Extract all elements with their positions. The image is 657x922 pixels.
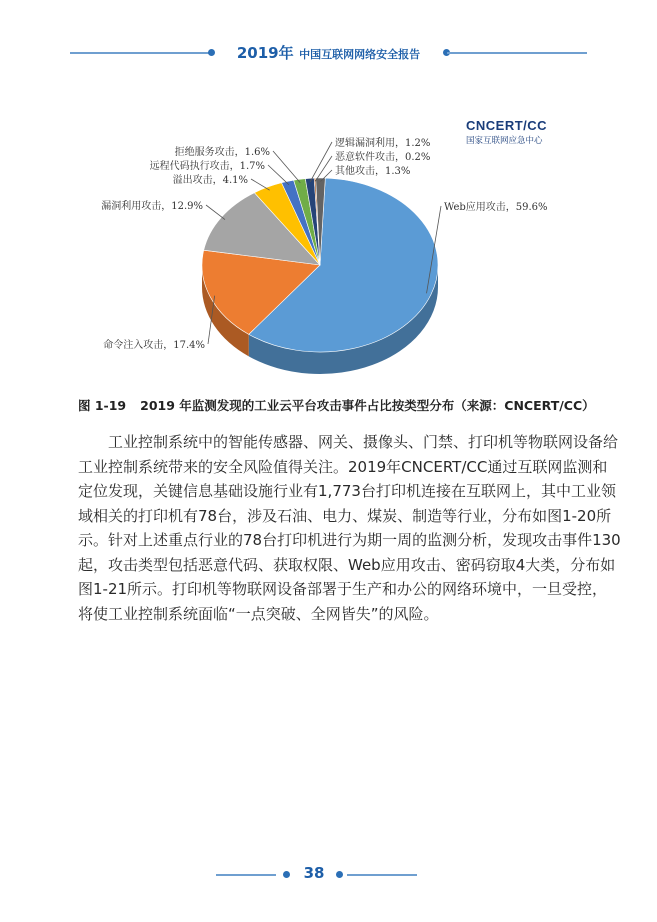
page-number: 38 bbox=[303, 864, 325, 882]
report-year: 2019年 bbox=[236, 44, 294, 62]
leader-line bbox=[273, 151, 300, 183]
body-line: 示。针对上述重点行业的78台打印机进行为期一周的监测分析，发现攻击事件130 bbox=[78, 531, 621, 549]
footer-divider-right bbox=[347, 874, 417, 876]
report-name: 中国互联网网络安全报告 bbox=[299, 48, 421, 61]
slice-label: 命令注入攻击，17.4% bbox=[103, 340, 205, 351]
slice-label: 恶意软件攻击，0.2% bbox=[335, 152, 431, 163]
body-line: 工业控制系统中的智能传感器、网关、摄像头、门禁、打印机等物联网设备给 bbox=[108, 433, 619, 451]
body-line: 起，攻击类型包括恶意代码、获取权限、Web应用攻击、密码窃取4大类，分布如 bbox=[78, 555, 616, 574]
slice-label: Web应用攻击，59.6% bbox=[444, 202, 548, 213]
slice-label: 其他攻击，1.3% bbox=[335, 166, 411, 177]
leader-line bbox=[310, 142, 332, 182]
slice-label: 逻辑漏洞利用，1.2% bbox=[335, 138, 431, 149]
figure-number: 图 1-19 bbox=[78, 398, 127, 413]
body-line: 工业控制系统带来的安全风险值得关注。2019年CNCERT/CC通过互联网监测和 bbox=[78, 457, 608, 476]
page-footer bbox=[0, 862, 657, 886]
leader-line bbox=[268, 165, 289, 185]
figure-caption bbox=[78, 396, 598, 414]
footer-divider-left bbox=[216, 874, 276, 876]
body-line: 将使工业控制系统面临“一点突破、全网皆失”的风险。 bbox=[78, 604, 439, 623]
figure-caption-text: 2019 年监测发现的工业云平台攻击事件占比按类型分布（来源：CNCERT/CC） bbox=[140, 398, 595, 413]
body-paragraph bbox=[78, 430, 621, 626]
pie-chart bbox=[0, 0, 657, 390]
cncert-logo bbox=[466, 118, 561, 146]
slice-label: 拒绝服务攻击，1.6% bbox=[174, 147, 270, 158]
footer-dot-left bbox=[283, 871, 290, 878]
slice-label: 远程代码执行攻击，1.7% bbox=[149, 161, 265, 172]
leader-line bbox=[251, 179, 270, 190]
body-line: 定位发现，关键信息基础设施行业有1,773台打印机连接在互联网上，其中工业领 bbox=[78, 482, 616, 500]
slice-label: 溢出攻击，4.1% bbox=[172, 175, 248, 186]
logo-subtitle: 国家互联网应急中心 bbox=[466, 136, 543, 146]
slice-label: 漏洞利用攻击，12.9% bbox=[101, 201, 203, 212]
footer-dot-right bbox=[336, 871, 343, 878]
body-line: 域相关的打印机有78台，涉及石油、电力、煤炭、制造等行业，分布如图1-20所 bbox=[78, 506, 612, 525]
leader-line bbox=[206, 205, 225, 220]
logo-wordmark: CNCERT/CC bbox=[466, 118, 548, 133]
body-line: 图1-21所示。打印机等物联网设备部署于生产和办公的网络环境中，一旦受控， bbox=[78, 580, 608, 598]
